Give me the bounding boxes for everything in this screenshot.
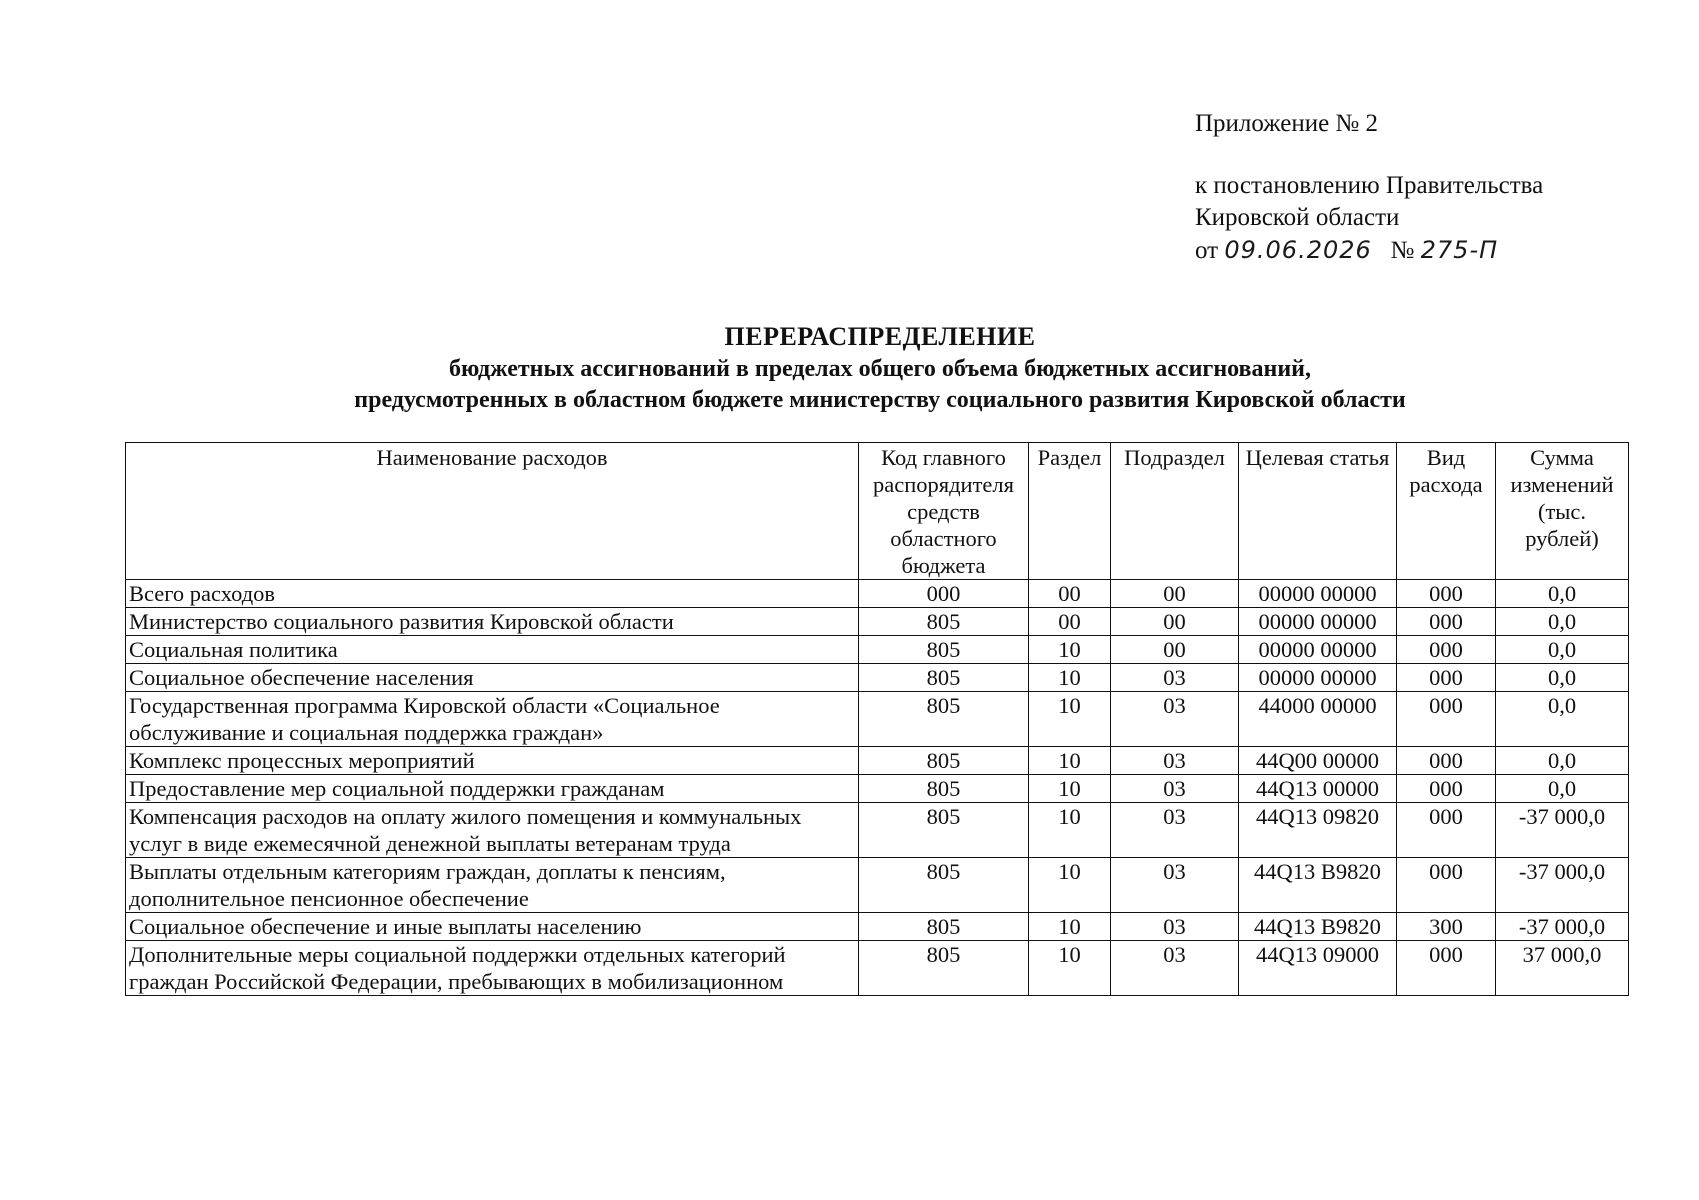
cell-amount: 0,0 xyxy=(1496,747,1629,775)
cell-subsection: 03 xyxy=(1111,692,1239,747)
cell-section: 10 xyxy=(1029,636,1111,664)
cell-target: 00000 00000 xyxy=(1239,580,1397,608)
table-row xyxy=(126,636,1629,664)
cell-expense-type: 000 xyxy=(1397,664,1496,692)
cell-section: 10 xyxy=(1029,941,1111,996)
cell-expense-type: 000 xyxy=(1397,775,1496,803)
cell-code: 805 xyxy=(859,803,1029,858)
table-row xyxy=(126,913,1629,941)
budget-table xyxy=(125,442,1629,996)
table-row xyxy=(126,803,1629,858)
cell-code: 805 xyxy=(859,941,1029,996)
cell-subsection: 03 xyxy=(1111,941,1239,996)
cell-name: Социальное обеспечение и иные выплаты населению xyxy=(126,913,859,941)
cell-amount: 0,0 xyxy=(1496,636,1629,664)
cell-name: Дополнительные меры социальной поддержки отдельных категорий граждан Российской Федерации, пребывающих в мобилизационном xyxy=(126,941,859,996)
cell-subsection: 03 xyxy=(1111,913,1239,941)
annex-line-1: к постановлению Правительства xyxy=(1195,172,1544,199)
table-row xyxy=(126,747,1629,775)
cell-amount: -37 000,0 xyxy=(1496,913,1629,941)
cell-expense-type: 000 xyxy=(1397,858,1496,913)
header-target: Целевая статья xyxy=(1239,443,1397,580)
document-subtitle-2: предусмотренных в областном бюджете министерству социального развития Кировской области xyxy=(354,387,1406,413)
cell-amount: -37 000,0 xyxy=(1496,803,1629,858)
table-row xyxy=(126,775,1629,803)
cell-target: 00000 00000 xyxy=(1239,664,1397,692)
cell-target: 44Q00 00000 xyxy=(1239,747,1397,775)
cell-subsection: 03 xyxy=(1111,747,1239,775)
cell-name: Комплекс процессных мероприятий xyxy=(126,747,859,775)
cell-code: 805 xyxy=(859,775,1029,803)
cell-name: Министерство социального развития Кировской области xyxy=(126,608,859,636)
cell-code: 805 xyxy=(859,858,1029,913)
cell-name: Выплаты отдельным категориям граждан, доплаты к пенсиям, дополнительное пенсионное обеспечение xyxy=(126,858,859,913)
cell-section: 10 xyxy=(1029,803,1111,858)
cell-amount: 0,0 xyxy=(1496,775,1629,803)
cell-code: 805 xyxy=(859,636,1029,664)
header-amount: Сумма изменений (тыс. рублей) xyxy=(1496,443,1629,580)
cell-code: 805 xyxy=(859,747,1029,775)
annex-date-prefix: от xyxy=(1195,237,1219,264)
cell-target: 44Q13 В9820 xyxy=(1239,858,1397,913)
cell-section: 00 xyxy=(1029,608,1111,636)
cell-name: Всего расходов xyxy=(126,580,859,608)
annex-gap xyxy=(1195,140,1543,170)
cell-name: Предоставление мер социальной поддержки гражданам xyxy=(126,775,859,803)
cell-amount: 0,0 xyxy=(1496,692,1629,747)
cell-section: 10 xyxy=(1029,775,1111,803)
cell-expense-type: 000 xyxy=(1397,692,1496,747)
cell-target: 00000 00000 xyxy=(1239,636,1397,664)
cell-target: 44Q13 09000 xyxy=(1239,941,1397,996)
annex-title: Приложение № 2 xyxy=(1195,110,1379,137)
cell-section: 10 xyxy=(1029,664,1111,692)
table-row xyxy=(126,608,1629,636)
cell-section: 10 xyxy=(1029,692,1111,747)
annex-block xyxy=(1195,108,1543,267)
cell-subsection: 03 xyxy=(1111,664,1239,692)
cell-expense-type: 000 xyxy=(1397,636,1496,664)
header-subsection: Подраздел xyxy=(1111,443,1239,580)
cell-amount: 0,0 xyxy=(1496,664,1629,692)
cell-target: 00000 00000 xyxy=(1239,608,1397,636)
cell-code: 805 xyxy=(859,664,1029,692)
cell-code: 000 xyxy=(859,580,1029,608)
cell-expense-type: 300 xyxy=(1397,913,1496,941)
cell-target: 44Q13 00000 xyxy=(1239,775,1397,803)
cell-section: 10 xyxy=(1029,913,1111,941)
cell-target: 44Q13 09820 xyxy=(1239,803,1397,858)
cell-subsection: 03 xyxy=(1111,803,1239,858)
cell-section: 00 xyxy=(1029,580,1111,608)
cell-name: Государственная программа Кировской области «Социальное обслуживание и социальная поддержка граждан» xyxy=(126,692,859,747)
table-row xyxy=(126,580,1629,608)
header-code: Код главного распорядителя средств областного бюджета xyxy=(859,443,1029,580)
cell-section: 10 xyxy=(1029,747,1111,775)
cell-name: Социальное обеспечение населения xyxy=(126,664,859,692)
annex-number-prefix: № xyxy=(1390,237,1415,264)
table-row xyxy=(126,664,1629,692)
cell-code: 805 xyxy=(859,692,1029,747)
header-expense-type: Вид расхода xyxy=(1397,443,1496,580)
header-name: Наименование расходов xyxy=(126,443,859,580)
cell-section: 10 xyxy=(1029,858,1111,913)
annex-number: 275-П xyxy=(1420,236,1499,264)
annex-line-2: Кировской области xyxy=(1195,204,1400,231)
table-header-row xyxy=(126,443,1629,580)
table-row xyxy=(126,692,1629,747)
cell-amount: 0,0 xyxy=(1496,580,1629,608)
document-subtitle-1: бюджетных ассигнований в пределах общего объема бюджетных ассигнований, xyxy=(449,356,1311,382)
cell-amount: 37 000,0 xyxy=(1496,941,1629,996)
cell-code: 805 xyxy=(859,913,1029,941)
cell-target: 44000 00000 xyxy=(1239,692,1397,747)
annex-date: 09.06.2026 xyxy=(1224,236,1372,264)
cell-code: 805 xyxy=(859,608,1029,636)
header-section: Раздел xyxy=(1029,443,1111,580)
cell-expense-type: 000 xyxy=(1397,747,1496,775)
table-row xyxy=(126,858,1629,913)
cell-subsection: 03 xyxy=(1111,858,1239,913)
document-title: ПЕРЕРАСПРЕДЕЛЕНИЕ xyxy=(724,322,1036,351)
cell-expense-type: 000 xyxy=(1397,803,1496,858)
cell-subsection: 00 xyxy=(1111,636,1239,664)
cell-amount: -37 000,0 xyxy=(1496,858,1629,913)
cell-target: 44Q13 В9820 xyxy=(1239,913,1397,941)
cell-expense-type: 000 xyxy=(1397,580,1496,608)
cell-name: Социальная политика xyxy=(126,636,859,664)
cell-name: Компенсация расходов на оплату жилого помещения и коммунальных услуг в виде ежемесячной денежной выплаты ветеранам труда xyxy=(126,803,859,858)
cell-subsection: 03 xyxy=(1111,775,1239,803)
table-row xyxy=(126,941,1629,996)
annex-date-line xyxy=(1195,234,1543,267)
cell-expense-type: 000 xyxy=(1397,608,1496,636)
cell-amount: 0,0 xyxy=(1496,608,1629,636)
document-heading xyxy=(130,320,1630,416)
cell-subsection: 00 xyxy=(1111,608,1239,636)
cell-subsection: 00 xyxy=(1111,580,1239,608)
cell-expense-type: 000 xyxy=(1397,941,1496,996)
